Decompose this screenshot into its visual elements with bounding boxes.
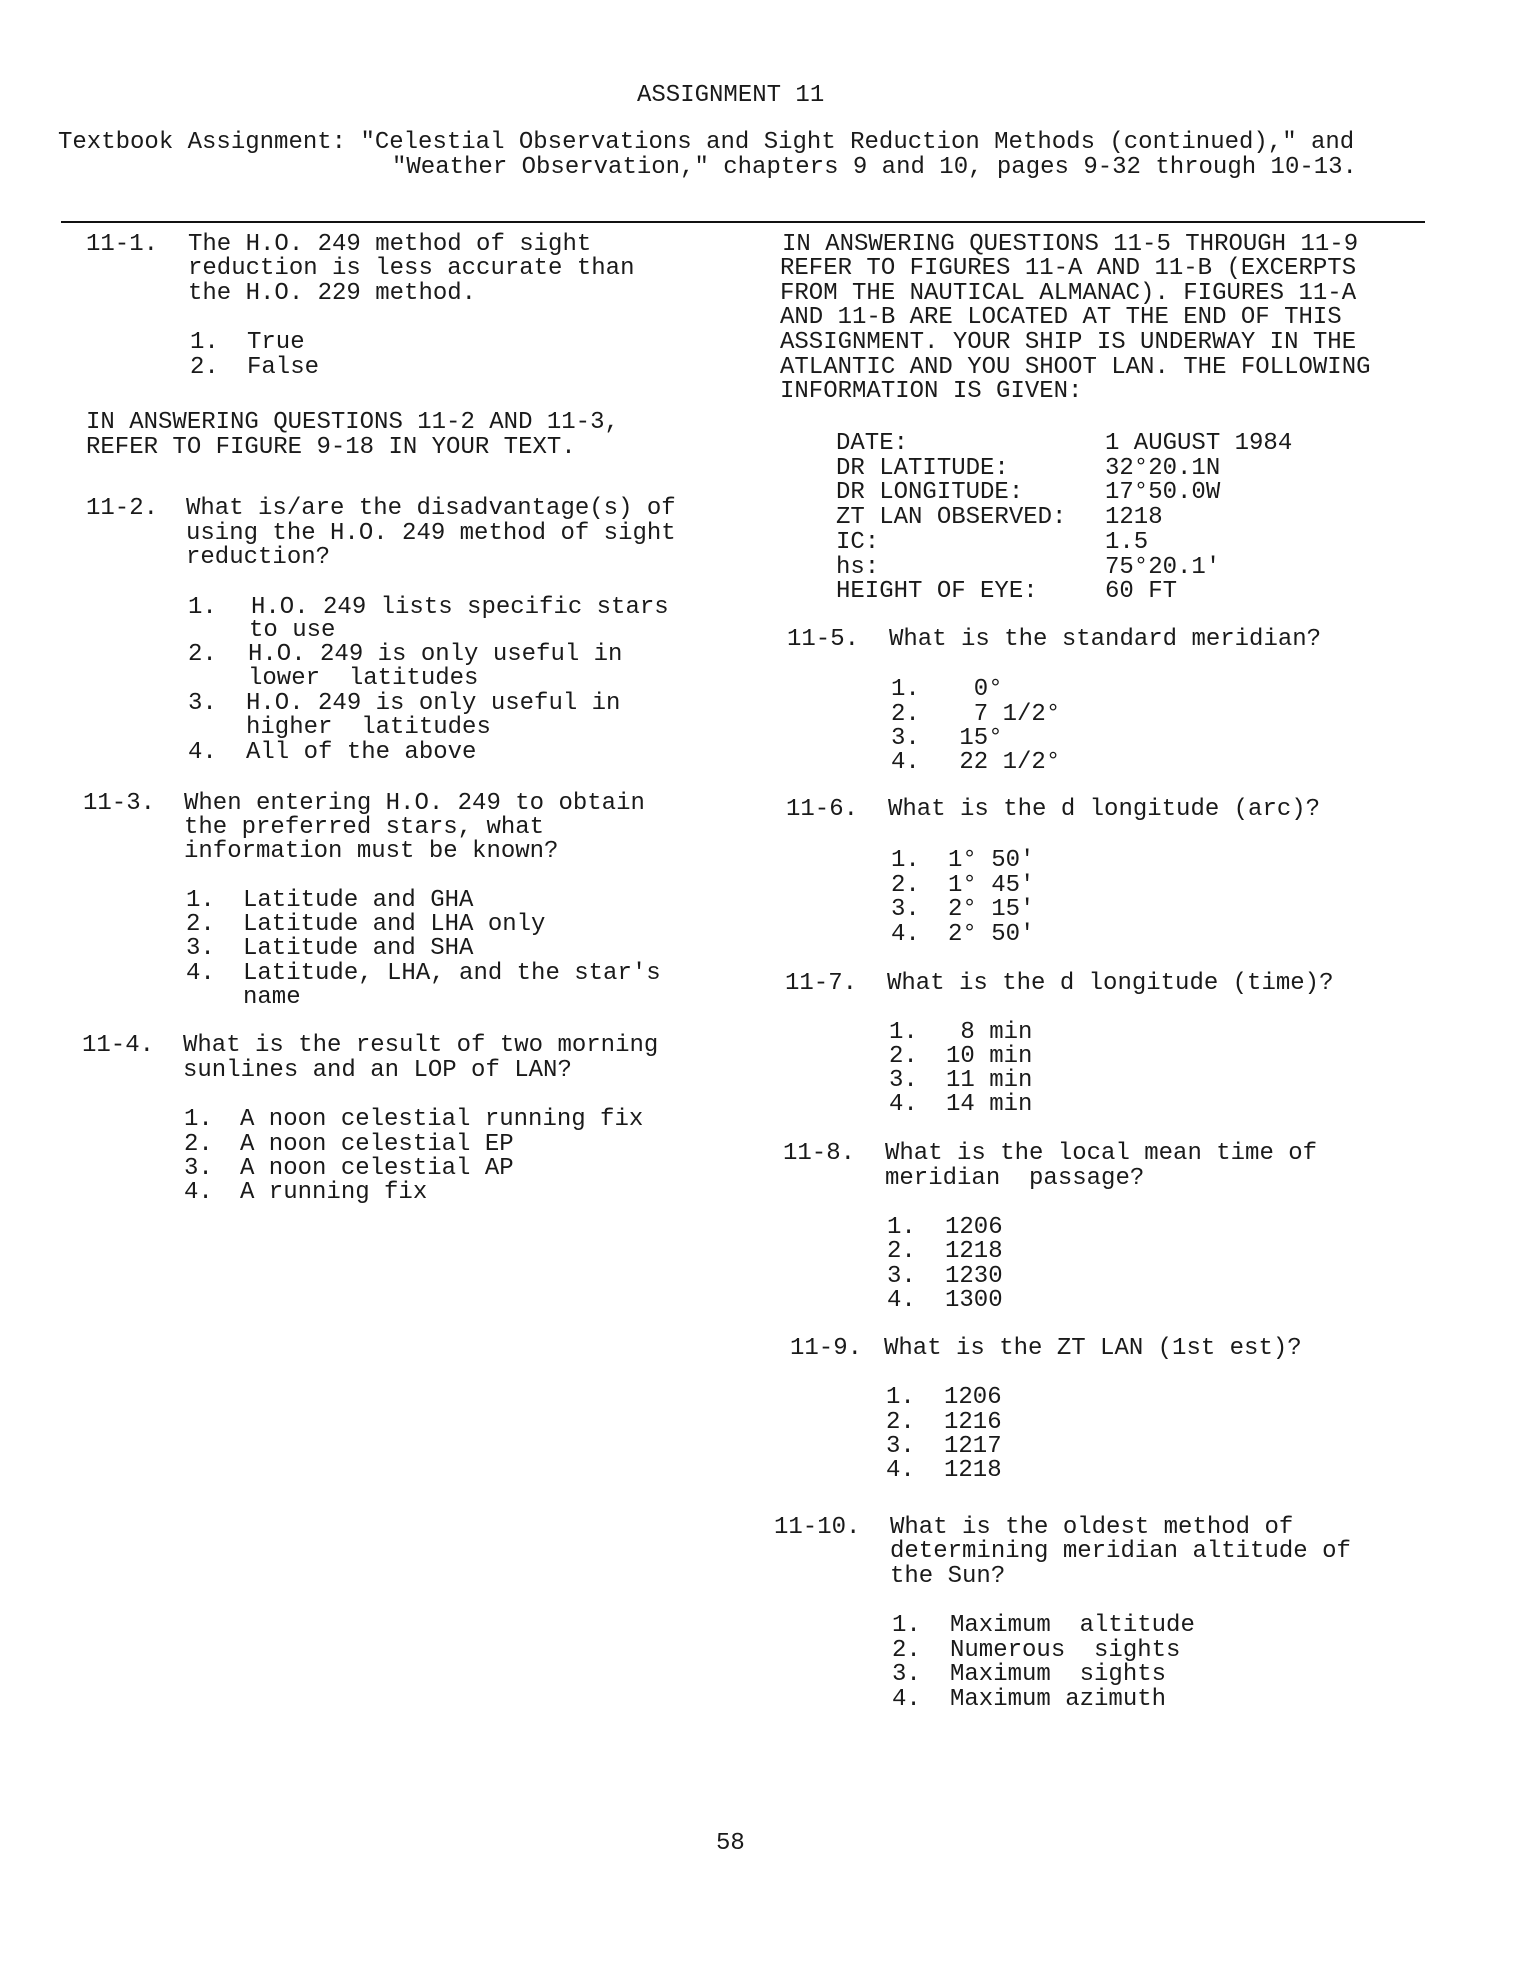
option-text: Latitude and LHA only — [243, 911, 546, 938]
question-text: sunlines and an LOP of LAN? — [183, 1057, 572, 1084]
question-text: reduction? — [186, 544, 331, 571]
given-label: DR LONGITUDE: — [836, 479, 1024, 506]
option-text: 1218 — [945, 1238, 1003, 1265]
option-text: 1216 — [944, 1409, 1002, 1436]
option-number: 2. — [188, 641, 217, 668]
option-text: higher latitudes — [246, 714, 491, 741]
textbook-assignment-line-1: Textbook Assignment: "Celestial Observations and Sight Reduction Methods (continued)," and — [58, 129, 1355, 156]
option-number: 1. — [188, 594, 217, 621]
option-number: 4. — [889, 1091, 918, 1118]
option-number: 3. — [184, 1155, 213, 1182]
given-value: 1 AUGUST 1984 — [1105, 430, 1293, 457]
option-text: 2° 50' — [948, 921, 1035, 948]
option-text: 8 min — [946, 1019, 1033, 1046]
option-text: 1206 — [945, 1214, 1003, 1241]
option-text: False — [247, 354, 320, 381]
question-text: What is the d longitude (time)? — [887, 970, 1334, 997]
question-text: the Sun? — [890, 1563, 1006, 1590]
option-number: 2. — [887, 1238, 916, 1265]
given-value: 75°20.1' — [1105, 554, 1221, 581]
option-number: 2. — [891, 872, 920, 899]
option-number: 1. — [891, 847, 920, 874]
option-number: 3. — [188, 690, 217, 717]
question-text: What is the local mean time of — [885, 1140, 1318, 1167]
option-number: 1. — [891, 676, 920, 703]
option-text: 1° 45' — [948, 872, 1035, 899]
question-text: When entering H.O. 249 to obtain — [184, 790, 645, 817]
instruction-text: IN ANSWERING QUESTIONS 11-2 AND 11-3, — [86, 409, 619, 436]
option-text: 22 1/2° — [945, 749, 1061, 776]
option-text: Latitude, LHA, and the star's — [243, 960, 661, 987]
instruction-text: REFER TO FIGURES 11-A AND 11-B (EXCERPTS — [780, 255, 1357, 282]
option-number: 2. — [891, 701, 920, 728]
question-text: the H.O. 229 method. — [188, 280, 477, 307]
given-label: HEIGHT OF EYE: — [836, 578, 1038, 605]
option-text: Numerous sights — [950, 1637, 1181, 1664]
question-text: What is the ZT LAN (1st est)? — [884, 1335, 1302, 1362]
option-text: H.O. 249 is only useful in — [246, 690, 621, 717]
option-number: 4. — [184, 1179, 213, 1206]
instruction-text: ATLANTIC AND YOU SHOOT LAN. THE FOLLOWING — [780, 354, 1371, 381]
question-number: 11-4. — [82, 1032, 155, 1059]
option-text: Maximum sights — [950, 1661, 1167, 1688]
given-value: 32°20.1N — [1105, 455, 1221, 482]
option-text: 11 min — [946, 1067, 1033, 1094]
assignment-title: ASSIGNMENT 11 — [637, 82, 825, 109]
question-text: What is/are the disadvantage(s) of — [186, 495, 676, 522]
question-text: determining meridian altitude of — [890, 1538, 1351, 1565]
option-number: 3. — [889, 1067, 918, 1094]
question-text: What is the oldest method of — [890, 1514, 1294, 1541]
header-divider — [61, 221, 1425, 223]
question-number: 11-6. — [786, 796, 859, 823]
option-text: 15° — [945, 725, 1003, 752]
option-number: 1. — [887, 1214, 916, 1241]
question-text: meridian passage? — [885, 1165, 1145, 1192]
option-text: 7 1/2° — [945, 701, 1061, 728]
given-value: 1218 — [1105, 504, 1163, 531]
given-label: DR LATITUDE: — [836, 455, 1009, 482]
question-text: the preferred stars, what — [184, 814, 545, 841]
option-text: All of the above — [246, 739, 477, 766]
option-number: 2. — [190, 354, 219, 381]
option-number: 4. — [886, 1457, 915, 1484]
option-text: Latitude and SHA — [243, 935, 474, 962]
option-text: 1° 50' — [948, 847, 1035, 874]
instruction-text: AND 11-B ARE LOCATED AT THE END OF THIS — [780, 304, 1342, 331]
textbook-assignment-line-2: "Weather Observation," chapters 9 and 10, pages 9-32 through 10-13. — [392, 154, 1357, 181]
option-text: 0° — [945, 676, 1003, 703]
given-value: 1.5 — [1105, 529, 1149, 556]
option-text: 1230 — [945, 1263, 1003, 1290]
option-number: 2. — [186, 911, 215, 938]
question-number: 11-7. — [785, 970, 858, 997]
question-text: What is the d longitude (arc)? — [888, 796, 1321, 823]
question-text: The H.O. 249 method of sight — [188, 231, 592, 258]
given-label: hs: — [836, 554, 880, 581]
instruction-text: FROM THE NAUTICAL ALMANAC). FIGURES 11-A — [780, 280, 1357, 307]
option-number: 1. — [889, 1019, 918, 1046]
question-text: reduction is less accurate than — [188, 255, 635, 282]
option-number: 3. — [186, 935, 215, 962]
question-number: 11-5. — [787, 626, 860, 653]
instruction-text: IN ANSWERING QUESTIONS 11-5 THROUGH 11-9 — [782, 231, 1359, 258]
instruction-text: ASSIGNMENT. YOUR SHIP IS UNDERWAY IN THE — [780, 329, 1357, 356]
option-number: 1. — [892, 1612, 921, 1639]
option-text: Latitude and GHA — [243, 887, 474, 914]
question-text: What is the standard meridian? — [889, 626, 1322, 653]
option-number: 4. — [891, 749, 920, 776]
instruction-text: REFER TO FIGURE 9-18 IN YOUR TEXT. — [86, 434, 576, 461]
option-number: 3. — [892, 1661, 921, 1688]
option-text: 10 min — [946, 1043, 1033, 1070]
given-value: 60 FT — [1105, 578, 1178, 605]
question-text: information must be known? — [184, 838, 559, 865]
option-text: A running fix — [240, 1179, 428, 1206]
question-number: 11-3. — [83, 790, 156, 817]
option-text: lower latitudes — [248, 665, 479, 692]
option-number: 4. — [892, 1686, 921, 1713]
question-text: using the H.O. 249 method of sight — [186, 520, 676, 547]
option-text: name — [243, 984, 301, 1011]
option-number: 2. — [184, 1131, 213, 1158]
option-number: 4. — [188, 739, 217, 766]
option-text: Maximum azimuth — [950, 1686, 1167, 1713]
option-text: to use — [249, 617, 336, 644]
question-number: 11-9. — [790, 1335, 863, 1362]
option-number: 1. — [186, 887, 215, 914]
question-number: 11-10. — [774, 1514, 861, 1541]
option-number: 3. — [891, 725, 920, 752]
option-number: 1. — [184, 1106, 213, 1133]
option-text: 1218 — [944, 1457, 1002, 1484]
option-number: 4. — [887, 1287, 916, 1314]
option-text: H.O. 249 is only useful in — [248, 641, 623, 668]
option-text: H.O. 249 lists specific stars — [251, 594, 669, 621]
given-label: DATE: — [836, 430, 909, 457]
option-text: 1206 — [944, 1384, 1002, 1411]
given-label: ZT LAN OBSERVED: — [836, 504, 1067, 531]
option-number: 3. — [891, 896, 920, 923]
given-value: 17°50.0W — [1105, 479, 1221, 506]
option-number: 4. — [186, 960, 215, 987]
option-number: 3. — [887, 1263, 916, 1290]
question-number: 11-2. — [86, 495, 159, 522]
option-number: 2. — [886, 1409, 915, 1436]
option-text: 1217 — [944, 1433, 1002, 1460]
option-number: 2. — [892, 1637, 921, 1664]
option-number: 3. — [886, 1433, 915, 1460]
given-label: IC: — [836, 529, 880, 556]
option-text: True — [247, 329, 305, 356]
option-number: 1. — [190, 329, 219, 356]
question-text: What is the result of two morning — [183, 1032, 659, 1059]
option-number: 2. — [889, 1043, 918, 1070]
option-text: A noon celestial running fix — [240, 1106, 644, 1133]
question-number: 11-8. — [783, 1140, 856, 1167]
option-text: 1300 — [945, 1287, 1003, 1314]
option-text: 14 min — [946, 1091, 1033, 1118]
option-text: A noon celestial AP — [240, 1155, 514, 1182]
option-text: 2° 15' — [948, 896, 1035, 923]
option-text: A noon celestial EP — [240, 1131, 514, 1158]
option-text: Maximum altitude — [950, 1612, 1195, 1639]
page-number: 58 — [716, 1830, 745, 1857]
option-number: 4. — [891, 921, 920, 948]
question-number: 11-1. — [86, 231, 159, 258]
option-number: 1. — [886, 1384, 915, 1411]
instruction-text: INFORMATION IS GIVEN: — [780, 378, 1083, 405]
